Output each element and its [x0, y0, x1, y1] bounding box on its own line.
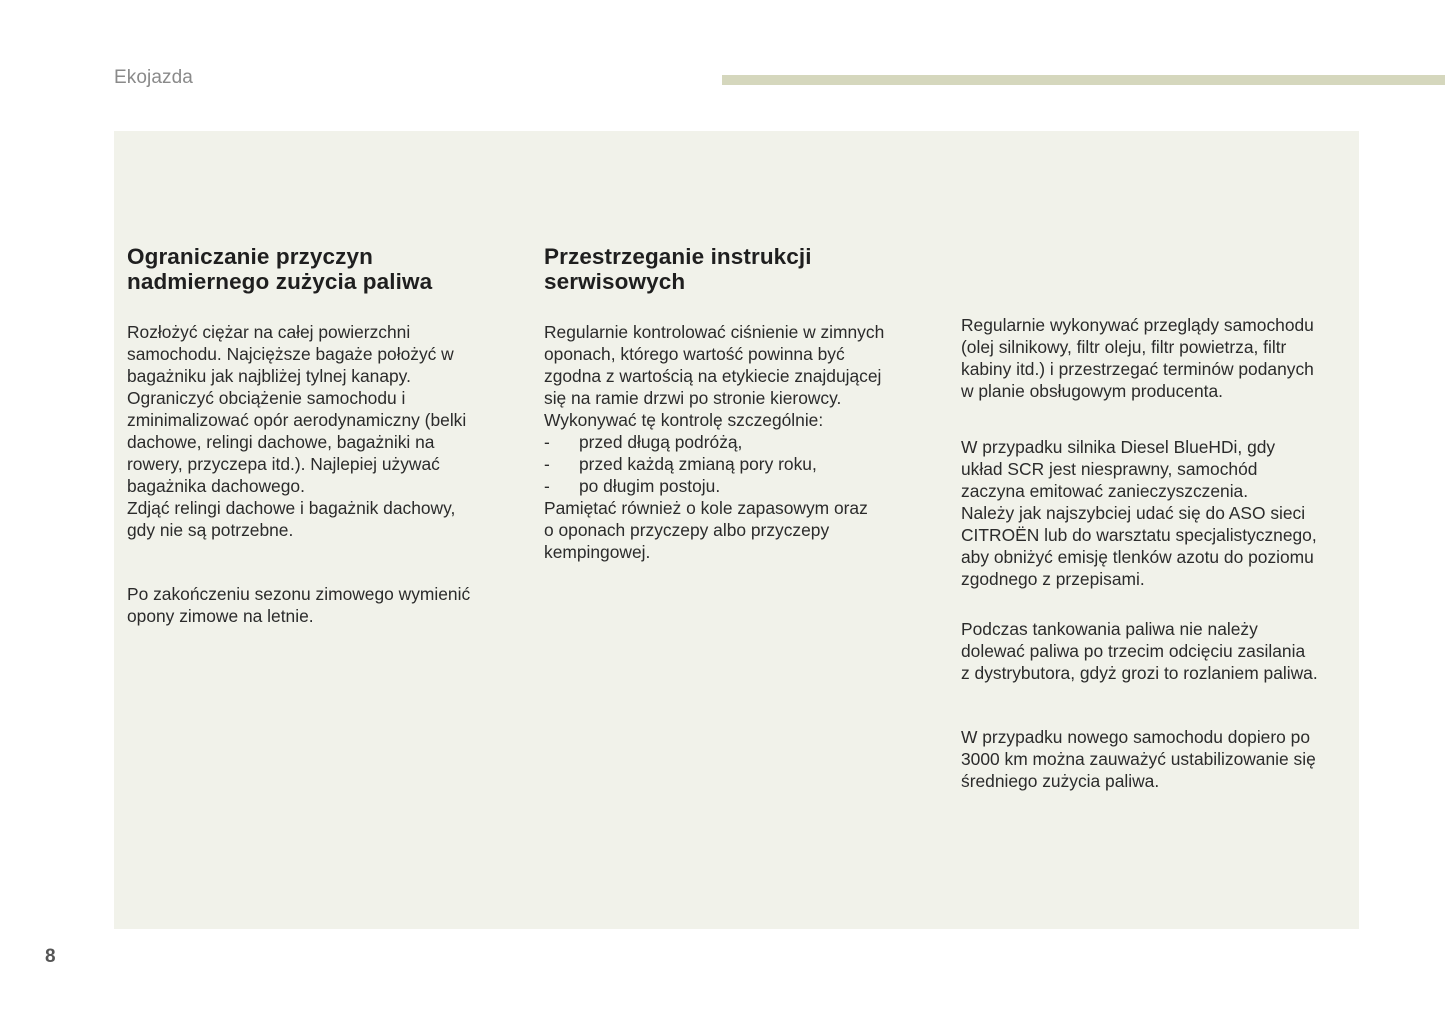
text-line: średniego zużycia paliwa.	[961, 771, 1160, 791]
column-maintenance-notes	[961, 314, 1351, 792]
text-line: układ SCR jest niesprawny, samochód	[961, 459, 1258, 479]
text-line: W przypadku silnika Diesel BlueHDi, gdy	[961, 437, 1276, 457]
text-line: bagażniku jak najbliżej tylnej kanapy.	[127, 366, 411, 386]
heading-service-instructions	[544, 244, 934, 294]
text-line: dolewać paliwa po trzecim odcięciu zasilania	[961, 641, 1306, 661]
list-item	[544, 431, 934, 453]
heading-line: serwisowych	[544, 269, 686, 294]
text-line: Po zakończeniu sezonu zimowego wymienić	[127, 584, 471, 604]
column-fuel-consumption	[127, 244, 517, 627]
text-line: z dystrybutora, gdyż grozi to rozlaniem paliwa.	[961, 663, 1318, 683]
list-item	[544, 475, 934, 497]
text-line: rowery, przyczepa itd.). Najlepiej używać	[127, 454, 440, 474]
list-marker: -	[544, 454, 550, 474]
heading-line: nadmiernego zużycia paliwa	[127, 269, 433, 294]
text-line: oponach, którego wartość powinna być	[544, 344, 845, 364]
pressure-check-list	[544, 431, 934, 497]
paragraph-spare-wheel	[544, 497, 934, 563]
text-line: Pamiętać również o kole zapasowym oraz	[544, 498, 868, 518]
heading-line: Przestrzeganie instrukcji	[544, 244, 812, 269]
text-line: 3000 km można zauważyć ustabilizowanie się	[961, 749, 1316, 769]
paragraph-refuelling	[961, 618, 1351, 684]
text-line: o oponach przyczepy albo przyczepy	[544, 520, 830, 540]
text-line: Regularnie wykonywać przeglądy samochodu	[961, 315, 1314, 335]
paragraph-new-car	[961, 726, 1351, 792]
list-item-text: przed długą podróżą,	[579, 432, 743, 452]
text-line: Podczas tankowania paliwa nie należy	[961, 619, 1258, 639]
text-line: W przypadku nowego samochodu dopiero po	[961, 727, 1310, 747]
text-line: zaczyna emitować zanieczyszczenia.	[961, 481, 1249, 501]
section-title: Ekojazda	[114, 67, 193, 88]
text-line: CITROËN lub do warsztatu specjalistycznego,	[961, 525, 1317, 545]
text-line: kabiny itd.) i przestrzegać terminów podanych	[961, 359, 1314, 379]
text-line: Zdjąć relingi dachowe i bagażnik dachowy,	[127, 498, 456, 518]
column-service-instructions	[544, 244, 934, 563]
paragraph-scr-diesel	[961, 436, 1351, 590]
text-line: gdy nie są potrzebne.	[127, 520, 294, 540]
paragraph-load-distribution	[127, 321, 517, 541]
heading-fuel-consumption	[127, 244, 517, 294]
text-line: samochodu. Najcięższe bagaże położyć w	[127, 344, 454, 364]
text-line: zminimalizować opór aerodynamiczny (belki	[127, 410, 467, 430]
text-line: aby obniżyć emisję tlenków azotu do poziomu	[961, 547, 1314, 567]
text-line: opony zimowe na letnie.	[127, 606, 314, 626]
text-line: dachowe, relingi dachowe, bagażniki na	[127, 432, 435, 452]
text-line: się na ramie drzwi po stronie kierowcy.	[544, 388, 842, 408]
text-line: Należy jak najszybciej udać się do ASO sieci	[961, 503, 1306, 523]
text-line: w planie obsługowym producenta.	[961, 381, 1223, 401]
text-line: Regularnie kontrolować ciśnienie w zimnych	[544, 322, 885, 342]
list-marker: -	[544, 432, 550, 452]
list-item-text: przed każdą zmianą pory roku,	[579, 454, 817, 474]
list-item	[544, 453, 934, 475]
paragraph-regular-service	[961, 314, 1351, 402]
text-line: kempingowej.	[544, 542, 651, 562]
list-marker: -	[544, 476, 550, 496]
text-line: Rozłożyć ciężar na całej powierzchni	[127, 322, 411, 342]
list-item-text: po długim postoju.	[579, 476, 721, 496]
paragraph-tyre-pressure	[544, 321, 934, 431]
paragraph-winter-tyres	[127, 583, 517, 627]
page-number: 8	[45, 946, 56, 967]
text-line: Wykonywać tę kontrolę szczególnie:	[544, 410, 824, 430]
heading-line: Ograniczanie przyczyn	[127, 244, 373, 269]
header-decor-bar	[722, 75, 1445, 85]
text-line: zgodna z wartością na etykiecie znajdującej	[544, 366, 882, 386]
text-line: Ograniczyć obciążenie samochodu i	[127, 388, 406, 408]
text-line: bagażnika dachowego.	[127, 476, 305, 496]
text-line: (olej silnikowy, filtr oleju, filtr powietrza, filtr	[961, 337, 1287, 357]
text-line: zgodnego z przepisami.	[961, 569, 1145, 589]
